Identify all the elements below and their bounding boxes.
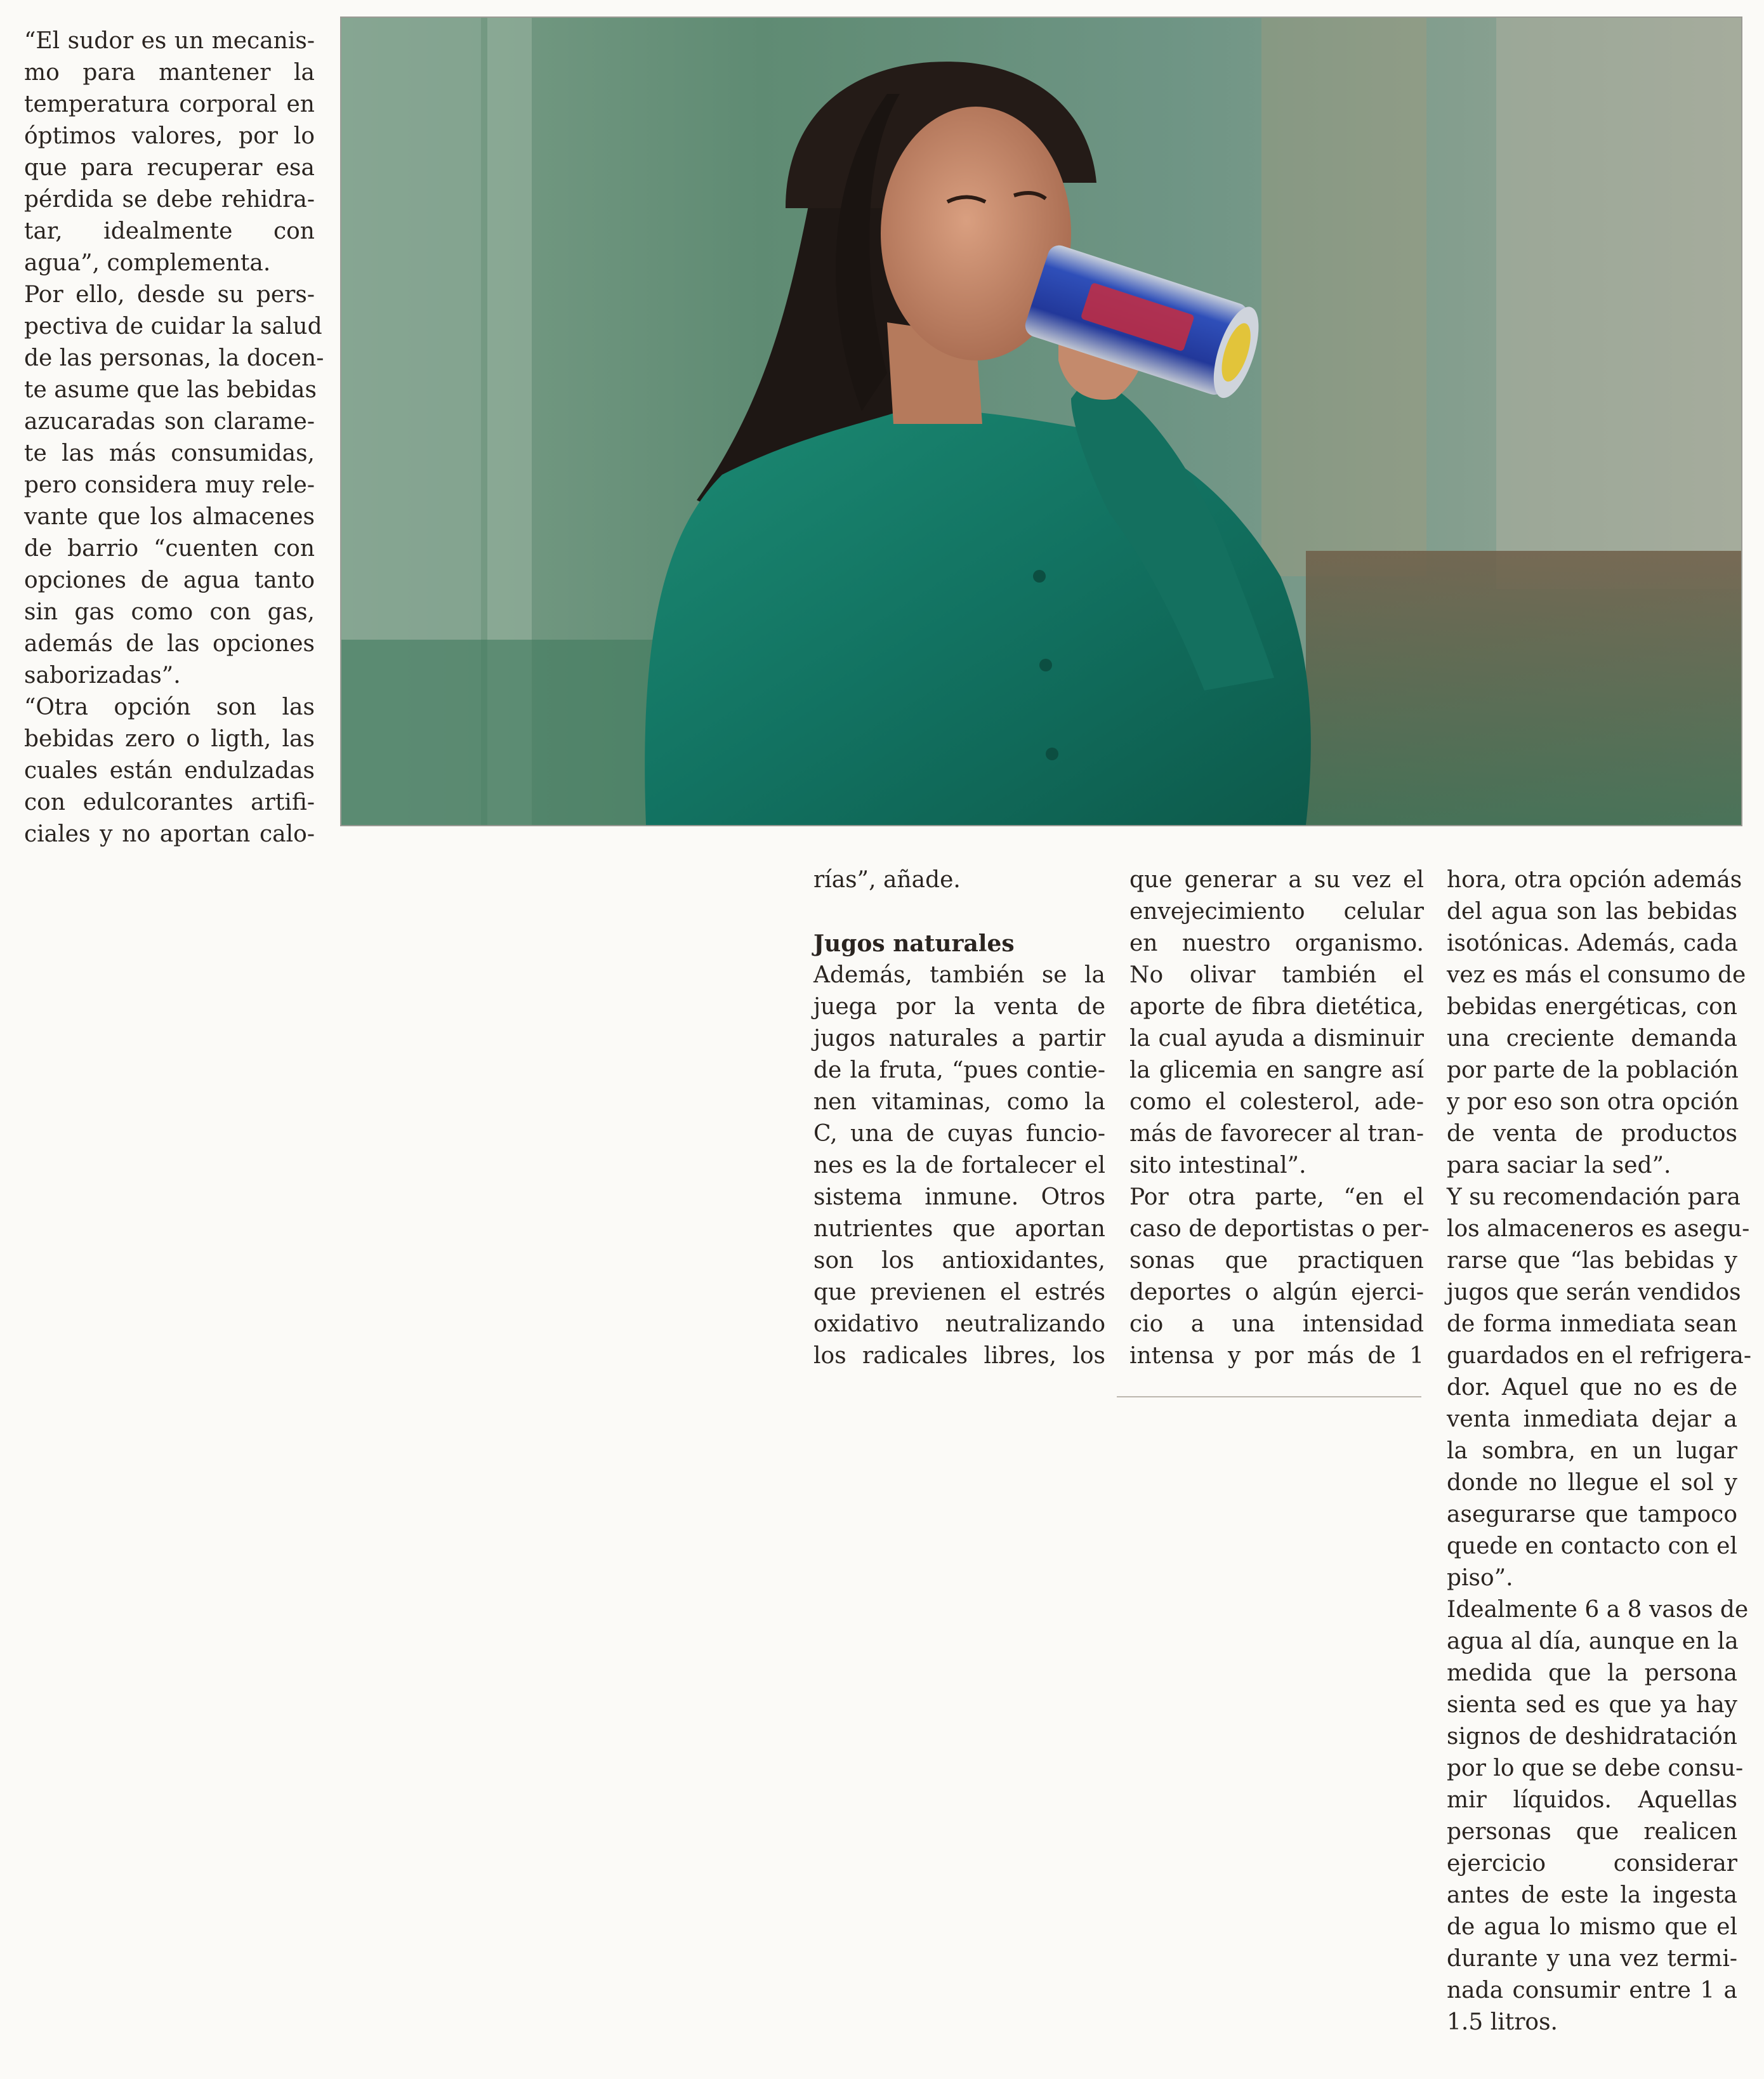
paragraph-line: ciales y no aportan calo- — [24, 821, 315, 847]
paragraph-line: mir líquidos. Aquellas — [1447, 1787, 1737, 1813]
paragraph-line: C, una de cuyas funcio- — [813, 1121, 1105, 1147]
paragraph-line: venta inmediata dejar a — [1447, 1406, 1737, 1432]
paragraph-line: asegurarse que tampoco — [1447, 1502, 1737, 1528]
paragraph-line: piso”. — [1447, 1565, 1513, 1591]
paragraph-line: sienta sed es que ya hay — [1447, 1692, 1737, 1718]
paragraph-line: No olivar también el — [1129, 962, 1424, 988]
paragraph-line: nes es la de fortalecer el — [813, 1152, 1105, 1178]
paragraph-line: de la fruta, “pues contie- — [813, 1057, 1105, 1083]
paragraph-line: como el colesterol, ade- — [1129, 1089, 1424, 1115]
paragraph-line: cuales están endulzadas — [24, 758, 315, 784]
paragraph-line: cio a una intensidad — [1129, 1311, 1424, 1337]
paragraph-line: agua al día, aunque en la — [1447, 1628, 1739, 1654]
paragraph-line: sin gas como con gas, — [24, 599, 315, 625]
paragraph-line: sito intestinal”. — [1129, 1152, 1307, 1178]
paragraph-line: deportes o algún ejerci- — [1129, 1279, 1424, 1305]
paragraph-line: pectiva de cuidar la salud — [24, 314, 322, 340]
paragraph-line: de agua lo mismo que el — [1447, 1914, 1737, 1940]
paragraph-line: Por ello, desde su pers- — [24, 282, 315, 308]
paragraph-line: tar, idealmente con — [24, 218, 315, 244]
paragraph-line: agua”, complementa. — [24, 250, 271, 276]
paragraph-line: oxidativo neutralizando — [813, 1311, 1105, 1337]
article-photo — [340, 16, 1742, 826]
paragraph-line: Por otra parte, “en el — [1129, 1184, 1424, 1210]
paragraph-line: los radicales libres, los — [813, 1343, 1105, 1369]
paragraph-line: por lo que se debe consu- — [1447, 1755, 1744, 1781]
paragraph-line: personas que realicen — [1447, 1819, 1737, 1845]
paragraph-line: juega por la venta de — [813, 994, 1105, 1020]
paragraph-line: que previenen el estrés — [813, 1279, 1105, 1305]
paragraph-line: del agua son las bebidas — [1447, 899, 1737, 925]
paragraph-line: caso de deportistas o per- — [1129, 1216, 1430, 1242]
paragraph-line: ejercicio considerar — [1447, 1851, 1737, 1877]
paragraph-line: para saciar la sed”. — [1447, 1152, 1671, 1178]
paragraph-line: guardados en el refrigera- — [1447, 1343, 1751, 1369]
paragraph-line: son los antioxidantes, — [813, 1248, 1105, 1274]
paragraph-line: “Otra opción son las — [24, 694, 315, 720]
paragraph-line: sistema inmune. Otros — [813, 1184, 1105, 1210]
paragraph-line: en nuestro organismo. — [1129, 930, 1424, 956]
paragraph-line: jugos naturales a partir — [813, 1026, 1105, 1052]
paragraph-line: Y su recomendación para — [1447, 1184, 1741, 1210]
paragraph-line: la sombra, en un lugar — [1447, 1438, 1737, 1464]
paragraph-line: nen vitaminas, como la — [813, 1089, 1105, 1115]
paragraph-line: dor. Aquel que no es de — [1447, 1375, 1737, 1401]
paragraph-line: hora, otra opción además — [1447, 867, 1742, 893]
paragraph-line: rarse que “las bebidas y — [1447, 1248, 1737, 1274]
paragraph-line: la cual ayuda a disminuir — [1129, 1026, 1424, 1052]
paragraph-line: nutrientes que aportan — [813, 1216, 1105, 1242]
paragraph-line: bebidas energéticas, con — [1447, 994, 1737, 1020]
paragraph-line: y por eso son otra opción — [1447, 1089, 1739, 1115]
paragraph-line: más de favorecer al tran- — [1129, 1121, 1424, 1147]
paragraph-line: 1.5 litros. — [1447, 2009, 1558, 2035]
paragraph-line: durante y una vez termi- — [1447, 1946, 1737, 1972]
paragraph-line: te las más consumidas, — [24, 440, 315, 466]
paragraph-line: de venta de productos — [1447, 1121, 1737, 1147]
paragraph-line: de barrio “cuenten con — [24, 536, 315, 562]
paragraph-line: que generar a su vez el — [1129, 867, 1424, 893]
paragraph-line: signos de deshidratación — [1447, 1724, 1737, 1750]
paragraph-line: de las personas, la docen- — [24, 345, 324, 371]
paragraph-line: Además, también se la — [813, 962, 1105, 988]
paragraph-line: los almaceneros es asegu- — [1447, 1216, 1750, 1242]
paragraph-line: azucaradas son clarame- — [24, 409, 315, 435]
article-column-2 — [813, 864, 1105, 1372]
paragraph-line: aporte de fibra dietética, — [1129, 994, 1424, 1020]
paragraph-line: intensa y por más de 1 — [1129, 1343, 1424, 1369]
paragraph-line: óptimos valores, por lo — [24, 123, 315, 149]
paragraph-line: por parte de la población — [1447, 1057, 1739, 1083]
article-column-3 — [1129, 864, 1430, 1372]
paragraph-line: temperatura corporal en — [24, 91, 315, 117]
paragraph-line: sonas que practiquen — [1129, 1248, 1424, 1274]
article-column-4 — [1447, 864, 1751, 2038]
paragraph-line: pero considera muy rele- — [24, 472, 315, 498]
column-divider — [1117, 1396, 1421, 1397]
paragraph-line: pérdida se debe rehidra- — [24, 187, 315, 213]
paragraph-line: además de las opciones — [24, 631, 315, 657]
paragraph-line: la glicemia en sangre así — [1129, 1057, 1424, 1083]
paragraph-line: te asume que las bebidas — [24, 377, 317, 403]
paragraph-line: isotónicas. Además, cada — [1447, 930, 1738, 956]
paragraph-line: mo para mantener la — [24, 60, 315, 86]
paragraph-line: “El sudor es un mecanis- — [24, 28, 315, 54]
paragraph-line: con edulcorantes artifi- — [24, 789, 315, 815]
paragraph-line: medida que la persona — [1447, 1660, 1737, 1686]
paragraph-line: vante que los almacenes — [24, 504, 315, 530]
paragraph-line: opciones de agua tanto — [24, 567, 315, 593]
paragraph-line: que para recuperar esa — [24, 155, 315, 181]
paragraph-line: quede en contacto con el — [1447, 1533, 1737, 1559]
paragraph-line: saborizadas”. — [24, 663, 181, 689]
paragraph-line: una creciente demanda — [1447, 1026, 1737, 1052]
article-column-1 — [24, 25, 324, 850]
paragraph-line: vez es más el consumo de — [1447, 962, 1746, 988]
paragraph-line: de forma inmediata sean — [1447, 1311, 1737, 1337]
paragraph-line: antes de este la ingesta — [1447, 1882, 1737, 1908]
paragraph-line: envejecimiento celular — [1129, 899, 1424, 925]
paragraph-line: bebidas zero o ligth, las — [24, 726, 315, 752]
paragraph-line: nada consumir entre 1 a — [1447, 1977, 1737, 2003]
section-subheading: Jugos naturales — [813, 930, 1015, 957]
paragraph-line: jugos que serán vendidos — [1447, 1279, 1741, 1305]
paragraph-line: Idealmente 6 a 8 vasos de — [1447, 1597, 1749, 1623]
paragraph-line: rías”, añade. — [813, 867, 961, 893]
paragraph-line: donde no llegue el sol y — [1447, 1470, 1737, 1496]
